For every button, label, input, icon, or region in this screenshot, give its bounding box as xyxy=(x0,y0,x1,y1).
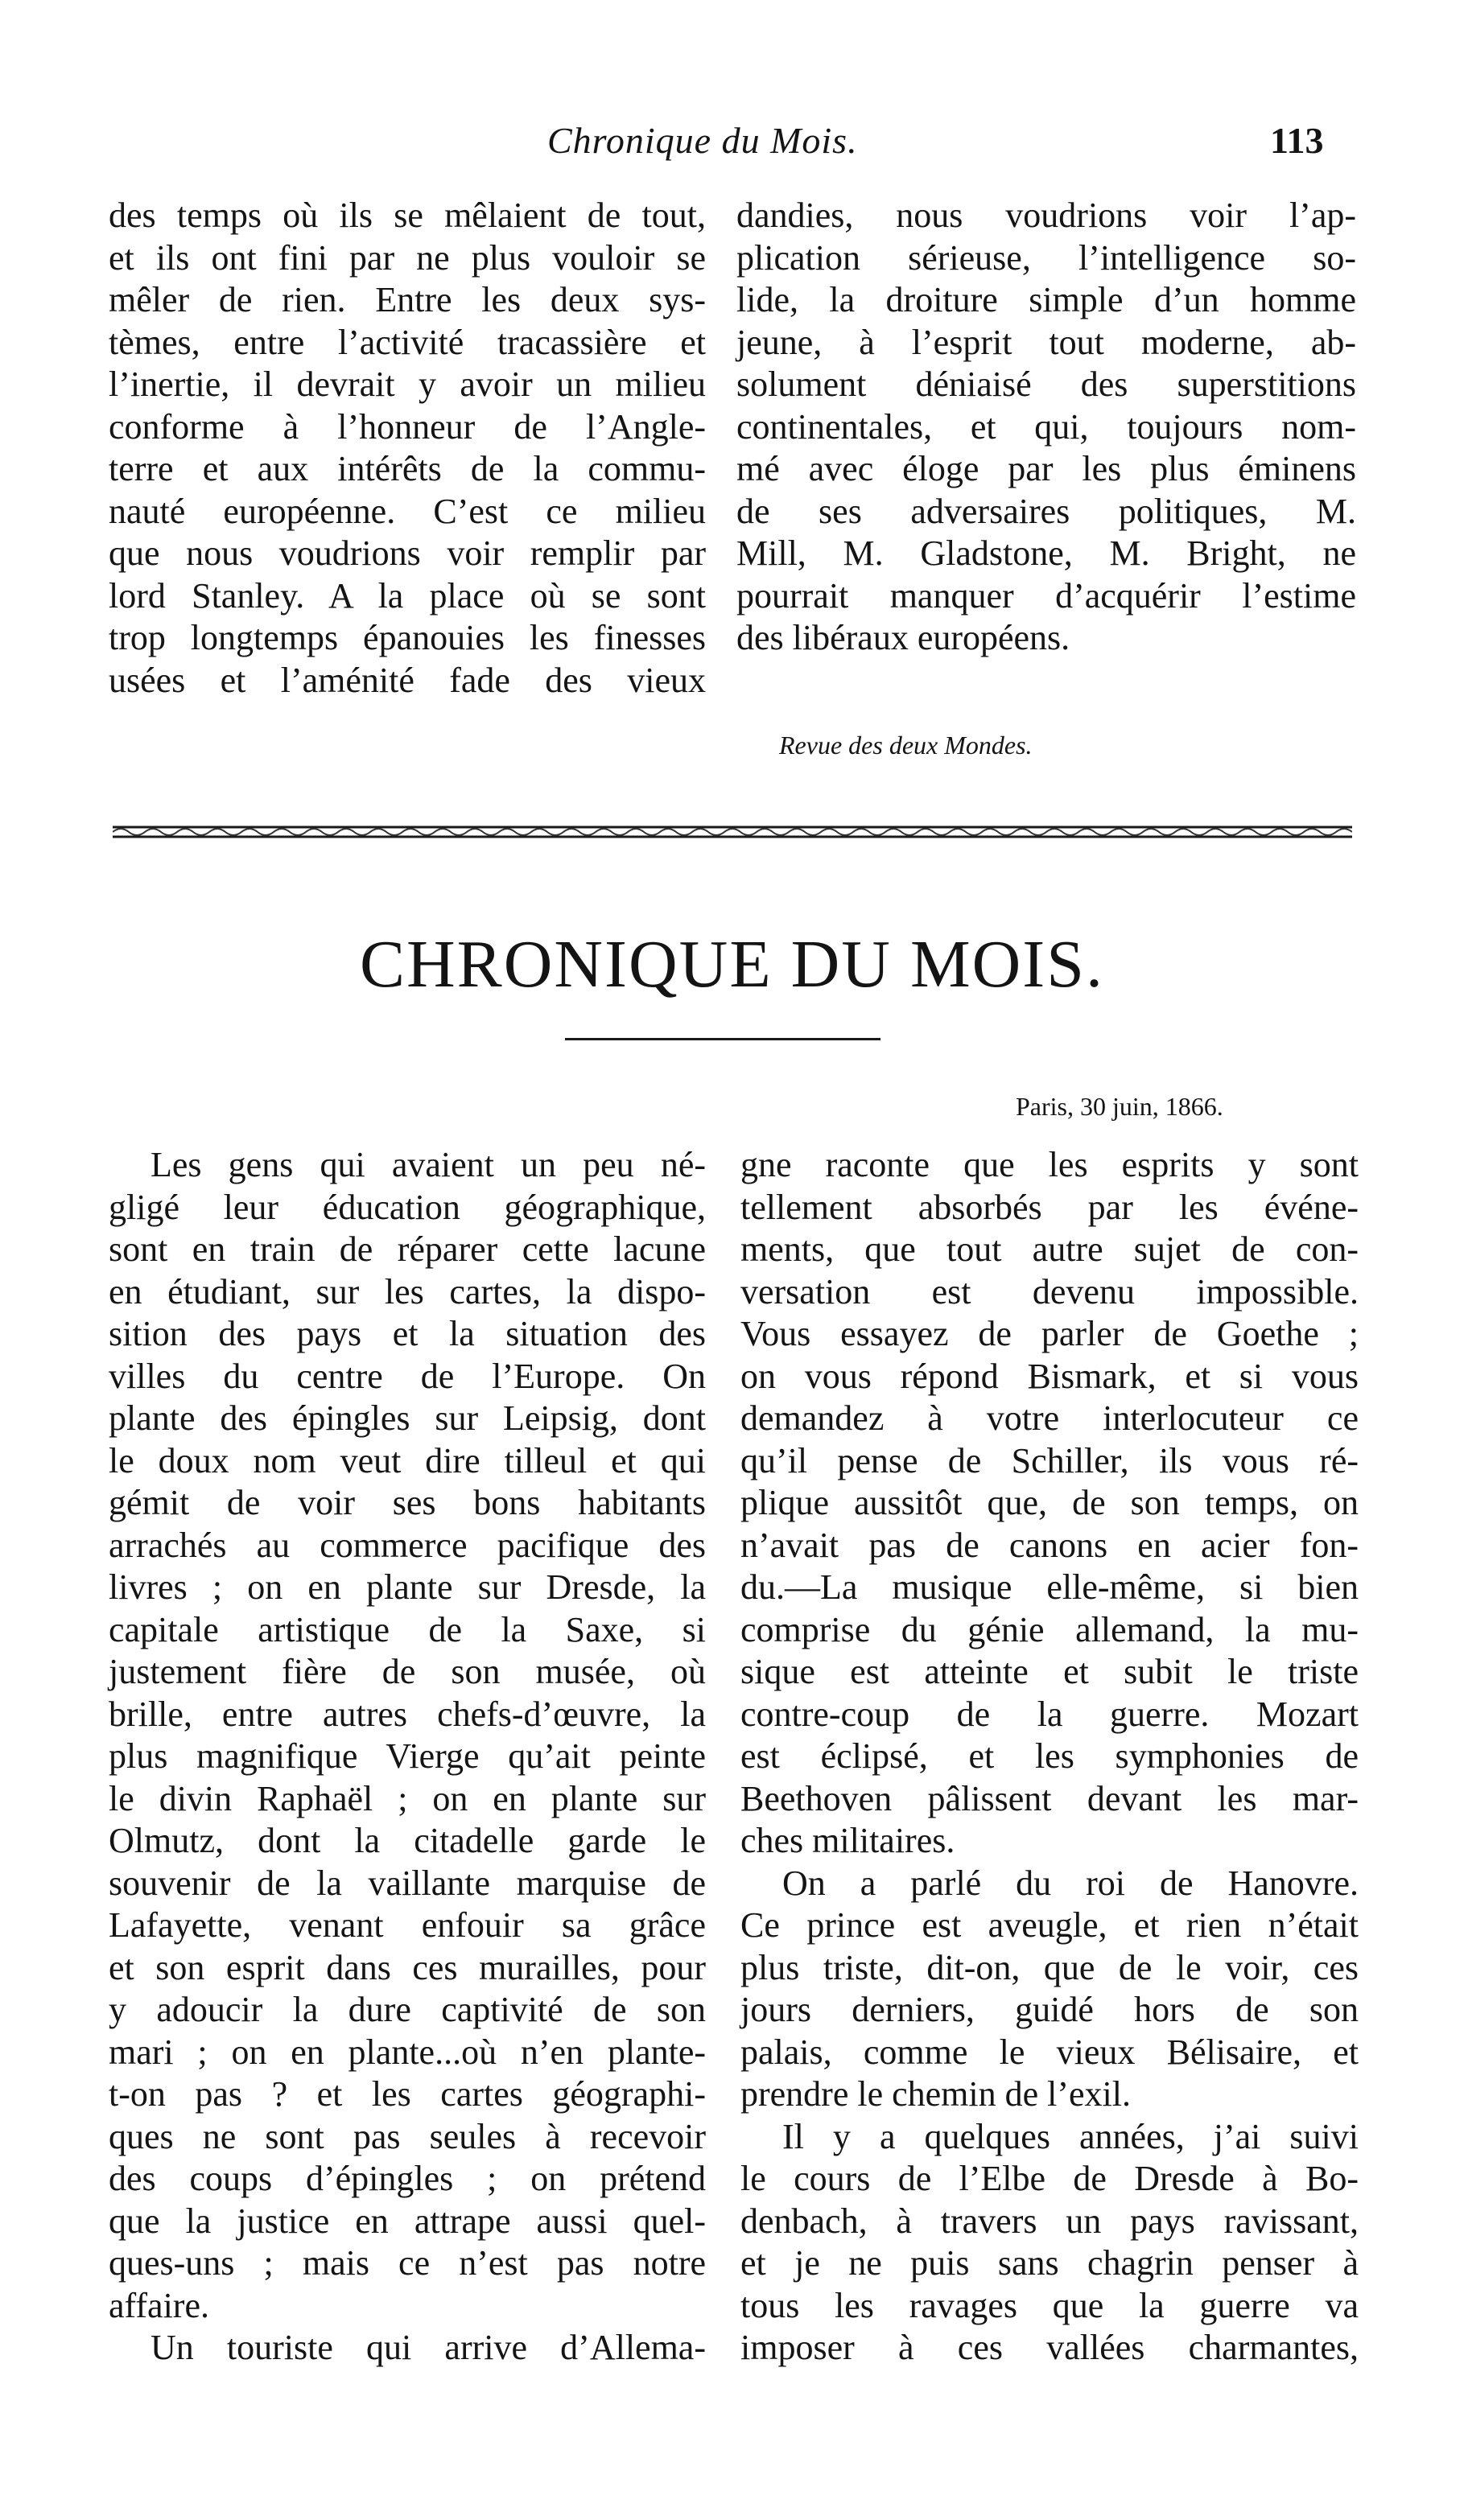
text-line: des libéraux européens. xyxy=(736,618,1070,657)
chapter-title: CHRONIQUE DU MOIS. xyxy=(359,927,1104,1002)
text-line: plication sérieuse, l’intelligence so- xyxy=(736,237,1356,278)
text-line: plante des épingles sur Leipsig, dont xyxy=(109,1398,706,1438)
text-line: Lafayette, venant enfouir sa grâce xyxy=(109,1905,706,1945)
text-line: tous les ravages que la guerre va xyxy=(740,2285,1359,2325)
text-line: imposer à ces vallées charmantes, xyxy=(740,2328,1359,2367)
text-line: On a parlé du roi de Hanovre. xyxy=(782,1863,1359,1903)
text-line: solument déniaisé des superstitions xyxy=(736,364,1356,404)
text-line: usées et l’aménité fade des vieux xyxy=(109,660,706,700)
text-line: plus magnifique Vierge qu’ait peinte xyxy=(109,1736,706,1776)
text-line: tellement absorbés par les événe- xyxy=(740,1187,1359,1227)
text-line: Olmutz, dont la citadelle garde le xyxy=(109,1821,706,1860)
text-line: versation est devenu impossible. xyxy=(740,1271,1359,1311)
text-line: comprise du génie allemand, la mu- xyxy=(740,1609,1359,1649)
text-line: sont en train de réparer cette lacune xyxy=(109,1229,706,1269)
text-line: arrachés au commerce pacifique des xyxy=(109,1525,706,1565)
text-line: villes du centre de l’Europe. On xyxy=(109,1356,706,1396)
text-line: sique est atteinte et subit le triste xyxy=(740,1652,1359,1691)
text-line: ques-uns ; mais ce n’est pas notre xyxy=(109,2243,706,2283)
text-line: des coups d’épingles ; on prétend xyxy=(109,2159,706,2198)
text-line: le doux nom veut dire tilleul et qui xyxy=(109,1440,706,1480)
text-line: gne raconte que les esprits y sont xyxy=(740,1145,1359,1184)
text-line: mé avec éloge par les plus éminens xyxy=(736,449,1356,488)
text-line: le divin Raphaël ; on en plante sur xyxy=(109,1778,706,1818)
text-line: lide, la droiture simple d’un homme xyxy=(736,280,1356,319)
text-line: que la justice en attrape aussi quel- xyxy=(109,2201,706,2241)
text-line: le cours de l’Elbe de Dresde à Bo- xyxy=(740,2159,1359,2198)
text-line: tèmes, entre l’activité tracassière et xyxy=(109,322,706,362)
text-line: demandez à votre interlocuteur ce xyxy=(740,1398,1359,1438)
text-line: nauté européenne. C’est ce milieu xyxy=(109,491,706,531)
text-line: pourrait manquer d’acquérir l’estime xyxy=(736,575,1356,616)
title-divider xyxy=(565,1038,880,1040)
text-line: Vous essayez de parler de Goethe ; xyxy=(740,1314,1359,1353)
text-line: souvenir de la vaillante marquise de xyxy=(109,1863,706,1903)
text-line: des temps où ils se mêlaient de tout, xyxy=(109,196,706,235)
text-line: Il y a quelques années, j’ai suivi xyxy=(782,2116,1359,2156)
text-line: ques ne sont pas seules à recevoir xyxy=(109,2116,706,2156)
text-line: plique aussitôt que, de son temps, on xyxy=(740,1483,1359,1522)
text-line: du.—La musique elle-même, si bien xyxy=(740,1567,1359,1607)
text-line: en étudiant, sur les cartes, la dispo- xyxy=(109,1271,706,1311)
running-head xyxy=(0,119,1464,175)
text-line: Beethoven pâlissent devant les mar- xyxy=(740,1778,1359,1818)
text-line: on vous répond Bismark, et si vous xyxy=(740,1356,1359,1396)
text-line: que nous voudrions voir remplir par xyxy=(109,533,706,573)
text-line: de ses adversaires politiques, M. xyxy=(736,491,1356,531)
article-source: Revue des deux Mondes. xyxy=(779,731,1033,760)
previous-article-right-column xyxy=(736,195,1356,660)
text-line: trop longtemps épanouies les finesses xyxy=(109,618,706,657)
text-line: capitale artistique de la Saxe, si xyxy=(109,1609,706,1649)
chronicle-left-column xyxy=(109,1144,706,2370)
text-line: sition des pays et la situation des xyxy=(109,1314,706,1353)
text-line: qu’il pense de Schiller, ils vous ré- xyxy=(740,1440,1359,1480)
text-line: brille, entre autres chefs-d’œuvre, la xyxy=(109,1694,706,1734)
text-line: ches militaires. xyxy=(740,1821,955,1860)
text-line: et ils ont fini par ne plus vouloir se xyxy=(109,237,706,278)
text-line: affaire. xyxy=(109,2285,209,2325)
text-line: Un touriste qui arrive d’Allema- xyxy=(151,2328,706,2367)
text-line: gémit de voir ses bons habitants xyxy=(109,1483,706,1522)
text-line: t-on pas ? et les cartes géographi- xyxy=(109,2074,706,2114)
text-line: jours derniers, guidé hors de son xyxy=(740,1990,1359,2029)
text-line: livres ; on en plante sur Dresde, la xyxy=(109,1567,706,1607)
running-title: Chronique du Mois. xyxy=(547,120,858,161)
text-line: jeune, à l’esprit tout moderne, ab- xyxy=(736,322,1356,362)
text-line: est éclipsé, et les symphonies de xyxy=(740,1736,1359,1776)
previous-article-left-column xyxy=(109,195,706,702)
text-line: l’inertie, il devrait y avoir un milieu xyxy=(109,364,706,404)
text-line: contre-coup de la guerre. Mozart xyxy=(740,1694,1359,1734)
chronicle-right-column xyxy=(740,1144,1359,2370)
text-line: Ce prince est aveugle, et rien n’était xyxy=(740,1905,1359,1945)
text-line: denbach, à travers un pays ravissant, xyxy=(740,2201,1359,2241)
text-line: conforme à l’honneur de l’Angle- xyxy=(109,406,706,447)
text-line: n’avait pas de canons en acier fon- xyxy=(740,1525,1359,1565)
text-line: ments, que tout autre sujet de con- xyxy=(740,1229,1359,1269)
text-line: lord Stanley. A la place où se sont xyxy=(109,575,706,616)
text-line: gligé leur éducation géographique, xyxy=(109,1187,706,1227)
text-line: dandies, nous voudrions voir l’ap- xyxy=(736,196,1356,235)
text-line: y adoucir la dure captivité de son xyxy=(109,1990,706,2029)
text-line: justement fière de son musée, où xyxy=(109,1652,706,1691)
ornamental-rule xyxy=(113,822,1352,842)
text-line: et son esprit dans ces murailles, pour xyxy=(109,1947,706,1987)
text-line: mari ; on en plante...où n’en plante- xyxy=(109,2032,706,2072)
text-line: terre et aux intérêts de la commu- xyxy=(109,449,706,488)
text-line: prendre le chemin de l’exil. xyxy=(740,2074,1132,2114)
dateline: Paris, 30 juin, 1866. xyxy=(1016,1092,1223,1121)
text-line: plus triste, dit-on, que de le voir, ces xyxy=(740,1947,1359,1987)
page-number: 113 xyxy=(1270,120,1324,161)
text-line: palais, comme le vieux Bélisaire, et xyxy=(740,2032,1359,2072)
text-line: continentales, et qui, toujours nom- xyxy=(736,406,1356,447)
text-line: Les gens qui avaient un peu né- xyxy=(151,1145,706,1184)
text-line: et je ne puis sans chagrin penser à xyxy=(740,2243,1359,2283)
text-line: Mill, M. Gladstone, M. Bright, ne xyxy=(736,533,1356,573)
text-line: mêler de rien. Entre les deux sys- xyxy=(109,280,706,319)
